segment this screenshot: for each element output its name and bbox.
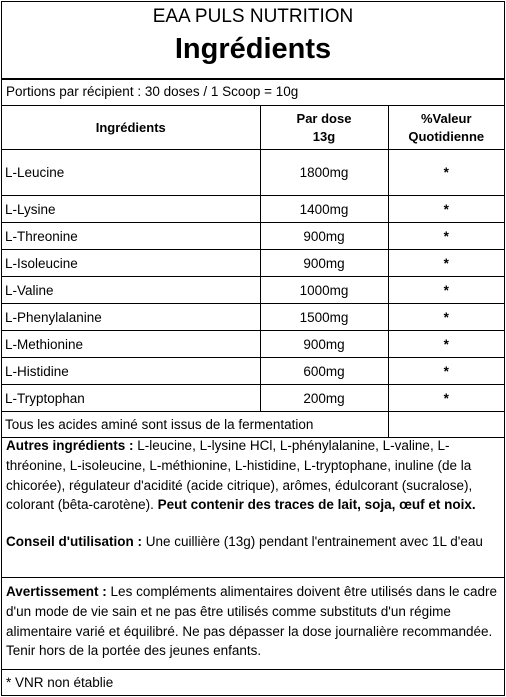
ingredient-name: L-Leucine [2, 150, 260, 196]
supplement-label [1, 1, 505, 696]
ingredient-dose: 1800mg [260, 150, 388, 196]
divider [2, 669, 504, 670]
ingredient-dose: 900mg [260, 223, 388, 250]
ingredient-dose: 900mg [260, 250, 388, 277]
table-row [2, 358, 504, 385]
header-daily-value [388, 106, 504, 150]
ingredient-daily-value: * [388, 358, 504, 385]
ingredient-dose: 1000mg [260, 277, 388, 304]
ingredient-name: L-Isoleucine [2, 250, 260, 277]
ingredient-daily-value: * [388, 150, 504, 196]
ingredient-daily-value: * [388, 331, 504, 358]
ingredient-name: L-Lysine [2, 196, 260, 223]
ingredient-daily-value: * [388, 196, 504, 223]
warning-label: Avertissement : [6, 584, 107, 599]
header-dose-line2: 13g [312, 128, 336, 144]
header-vq-line1: %Valeur [420, 110, 472, 126]
other-ingredients-label: Autres ingrédients : [6, 438, 134, 453]
table-row [2, 250, 504, 277]
divider [2, 78, 504, 80]
usage-label: Conseil d'utilisation : [6, 534, 142, 549]
ingredient-daily-value: * [388, 250, 504, 277]
brand-name: EAA PULS NUTRITION [152, 6, 354, 27]
table-header-row [2, 106, 504, 150]
other-ingredients [6, 436, 500, 515]
portions-text: Portions par récipient : 30 doses / 1 Scoop = 10g [6, 84, 299, 99]
ingredient-dose: 900mg [260, 331, 388, 358]
ingredient-dose: 1500mg [260, 304, 388, 331]
table-row [2, 385, 504, 412]
ingredients-table [2, 105, 504, 438]
ingredient-name: L-Methionine [2, 331, 260, 358]
ingredient-daily-value: * [388, 385, 504, 412]
header-dose-line1: Par dose [296, 110, 352, 126]
empty-cell [388, 412, 504, 438]
ingredient-daily-value: * [388, 277, 504, 304]
ingredient-dose: 1400mg [260, 196, 388, 223]
table-row [2, 331, 504, 358]
ingredient-name: L-Histidine [2, 358, 260, 385]
allergen-warning: Peut contenir des traces de lait, soja, œuf et noix. [157, 497, 476, 513]
table-note-row [2, 412, 504, 438]
ingredient-dose: 600mg [260, 358, 388, 385]
footnote: * VNR non établie [6, 675, 114, 690]
table-row [2, 196, 504, 223]
header-vq-line2: Quotidienne [408, 128, 485, 144]
page-title: Ingrédients [174, 33, 332, 65]
other-ingredients-text: L-leucine, L-lysine HCl, L-phénylalanine, L-valine, L-thréonine, L-isoleucine, L-méthionine, L-histidine, L-tryptophane, inuline (de la chicorée), régulateur d'acidité (acide citrique), arômes, édulcorant (sucralose), colorant (bêta-carotène). [6, 438, 473, 513]
divider [2, 577, 504, 578]
ingredient-dose: 200mg [260, 385, 388, 412]
fermentation-note: Tous les acides aminé sont issus de la fermentation [2, 412, 388, 438]
warning-text: Les compléments alimentaires doivent être utilisés dans le cadre d'un mode de vie sain et ne pas être utilisés comme substituts d'un régime alimentaire varié et équilibré. Ne pas dépasser la dose journalière recommandée. Tenir hors de la portée des jeunes enfants. [6, 584, 497, 659]
usage-text: Une cuillière (13g) pendant l'entrainement avec 1L d'eau [141, 534, 483, 549]
ingredient-daily-value: * [388, 304, 504, 331]
warning-section [6, 582, 500, 661]
ingredient-name: L-Tryptophan [2, 385, 260, 412]
usage-advice [6, 532, 500, 552]
header-dose [260, 106, 388, 150]
ingredient-name: L-Threonine [2, 223, 260, 250]
ingredient-daily-value: * [388, 223, 504, 250]
ingredient-name: L-Valine [2, 277, 260, 304]
header-ingredient: Ingrédients [2, 106, 260, 150]
table-row [2, 223, 504, 250]
table-row [2, 304, 504, 331]
ingredient-name: L-Phenylalanine [2, 304, 260, 331]
table-row [2, 277, 504, 304]
table-row [2, 150, 504, 196]
